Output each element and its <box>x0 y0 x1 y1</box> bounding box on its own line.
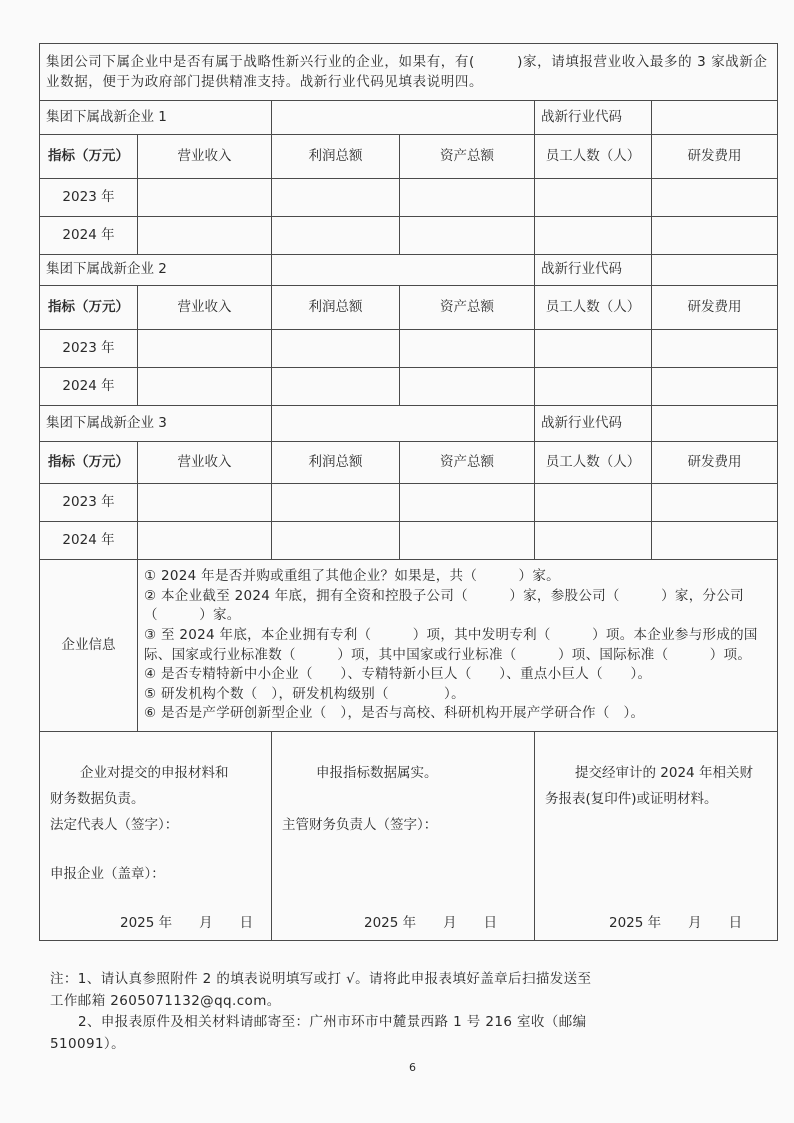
header-revenue: 营业收入 <box>138 286 272 330</box>
industry-code-label-1: 战新行业代码 <box>535 101 652 135</box>
cell-input[interactable] <box>272 330 400 368</box>
cell-input[interactable] <box>652 522 778 560</box>
signature-block-finance[interactable] <box>272 732 535 941</box>
industry-code-field-2[interactable] <box>652 255 778 286</box>
cell-input[interactable] <box>272 217 400 255</box>
header-employees: 员工人数（人） <box>535 442 652 484</box>
industry-code-label-2: 战新行业代码 <box>535 255 652 286</box>
enterprise-2-name-field[interactable] <box>272 255 535 286</box>
year-2024-label: 2024 年 <box>40 217 138 255</box>
header-indicator: 指标（万元） <box>40 286 138 330</box>
info-item-1: ① 2024 年是否并购或重组了其他企业？如果是，共（ ）家。 <box>144 568 560 585</box>
year-2024-label: 2024 年 <box>40 368 138 406</box>
cell-input[interactable] <box>535 368 652 406</box>
audit-statement-line2: 务报表(复印件)或证明材料。 <box>545 791 718 807</box>
cell-input[interactable] <box>272 368 400 406</box>
cell-input[interactable] <box>272 522 400 560</box>
cell-input[interactable] <box>138 522 272 560</box>
info-item-4: ④ 是否专精特新中小企业（ ）、专精特新小巨人（ ）、重点小巨人（ ）。 <box>144 666 652 683</box>
finance-head-signature-label: 主管财务负责人（签字）： <box>282 817 438 833</box>
date-line-3: 2025 年 月 日 <box>609 915 743 932</box>
header-profit: 利润总额 <box>272 442 400 484</box>
cell-input[interactable] <box>138 330 272 368</box>
cell-input[interactable] <box>138 368 272 406</box>
info-item-3: ③ 至 2024 年底，本企业拥有专利（ ）项，其中发明专利（ ）项。本企业参与形成的国际、国家或行业标准数（ ）项，其中国家或行业标准（ ）项、国际标准（ ）项。 <box>144 626 758 663</box>
header-assets: 资产总额 <box>400 442 535 484</box>
header-indicator: 指标（万元） <box>40 135 138 179</box>
cell-input[interactable] <box>652 330 778 368</box>
enterprise-info-label: 企业信息 <box>40 560 138 732</box>
header-assets: 资产总额 <box>400 286 535 330</box>
header-rnd: 研发费用 <box>652 286 778 330</box>
info-item-5: ⑤ 研发机构个数（ ），研发机构级别（ ）。 <box>144 685 465 702</box>
enterprise-2-name: 集团下属战新企业 2 <box>40 255 272 286</box>
cell-input[interactable] <box>535 484 652 522</box>
signature-block-legal[interactable] <box>40 732 272 941</box>
cell-input[interactable] <box>138 217 272 255</box>
cell-input[interactable] <box>535 330 652 368</box>
header-profit: 利润总额 <box>272 286 400 330</box>
note-2-line1: 2、申报表原件及相关材料请邮寄至：广州市环市中麓景西路 1 号 216 室收（邮编 <box>78 1014 587 1031</box>
info-item-2: ② 本企业截至 2024 年底，拥有全资和控股子公司（ ）家，参股公司（ ）家，分公司（ ）家。 <box>144 587 744 624</box>
industry-code-field-1[interactable] <box>652 101 778 135</box>
cell-input[interactable] <box>400 522 535 560</box>
cell-input[interactable] <box>535 522 652 560</box>
year-2024-label: 2024 年 <box>40 522 138 560</box>
header-rnd: 研发费用 <box>652 442 778 484</box>
header-revenue: 营业收入 <box>138 135 272 179</box>
info-item-6: ⑥ 是否是产学研创新型企业（ ），是否与高校、科研机构开展产学研合作（ ）。 <box>144 705 645 722</box>
header-revenue: 营业收入 <box>138 442 272 484</box>
cell-input[interactable] <box>652 484 778 522</box>
legal-statement-line1: 企业对提交的申报材料和 <box>80 765 229 781</box>
industry-code-label-3: 战新行业代码 <box>535 406 652 442</box>
header-assets: 资产总额 <box>400 135 535 179</box>
header-employees: 员工人数（人） <box>535 286 652 330</box>
cell-input[interactable] <box>400 217 535 255</box>
year-2023-label: 2023 年 <box>40 330 138 368</box>
year-2023-label: 2023 年 <box>40 179 138 217</box>
cell-input[interactable] <box>400 484 535 522</box>
cell-input[interactable] <box>272 179 400 217</box>
footnotes <box>50 969 740 1055</box>
date-line-1: 2025 年 月 日 <box>120 915 254 932</box>
cell-input[interactable] <box>652 368 778 406</box>
finance-statement: 申报指标数据属实。 <box>316 765 438 781</box>
cell-input[interactable] <box>400 330 535 368</box>
date-line-2: 2025 年 月 日 <box>364 915 498 932</box>
intro-text: 集团公司下属企业中是否有属于战略性新兴行业的企业，如果有，有( )家，请填报营业收入最多的 3 家战新企业数据，便于为政府部门提供精准支持。战新行业代码见填表说明四。 <box>40 44 778 101</box>
cell-input[interactable] <box>138 179 272 217</box>
legal-rep-signature-label: 法定代表人（签字）： <box>50 817 179 833</box>
enterprise-3-name-field[interactable] <box>272 406 535 442</box>
cell-input[interactable] <box>535 217 652 255</box>
header-employees: 员工人数（人） <box>535 135 652 179</box>
cell-input[interactable] <box>400 368 535 406</box>
cell-input[interactable] <box>138 484 272 522</box>
enterprise-info-list[interactable] <box>138 560 778 732</box>
header-rnd: 研发费用 <box>652 135 778 179</box>
note-2-line2: 510091）。 <box>50 1035 125 1052</box>
header-indicator: 指标（万元） <box>40 442 138 484</box>
cell-input[interactable] <box>652 217 778 255</box>
cell-input[interactable] <box>535 179 652 217</box>
page-number: 6 <box>409 1061 416 1074</box>
enterprise-1-name: 集团下属战新企业 1 <box>40 101 272 135</box>
header-profit: 利润总额 <box>272 135 400 179</box>
enterprise-1-name-field[interactable] <box>272 101 535 135</box>
enterprise-3-name: 集团下属战新企业 3 <box>40 406 272 442</box>
industry-code-field-3[interactable] <box>652 406 778 442</box>
note-1-line1: 注：1、请认真参照附件 2 的填表说明填写或打 √。请将此申报表填好盖章后扫描发送至 <box>50 971 592 987</box>
year-2023-label: 2023 年 <box>40 484 138 522</box>
cell-input[interactable] <box>652 179 778 217</box>
audit-statement-line1: 提交经审计的 2024 年相关财 <box>575 765 753 781</box>
application-form-table <box>39 43 778 941</box>
note-1-line2: 工作邮箱 2605071132@qq.com。 <box>50 992 281 1009</box>
legal-statement-line2: 财务数据负责。 <box>50 791 145 807</box>
signature-block-audit[interactable] <box>535 732 778 941</box>
cell-input[interactable] <box>400 179 535 217</box>
cell-input[interactable] <box>272 484 400 522</box>
enterprise-seal-label: 申报企业（盖章）： <box>50 866 165 882</box>
